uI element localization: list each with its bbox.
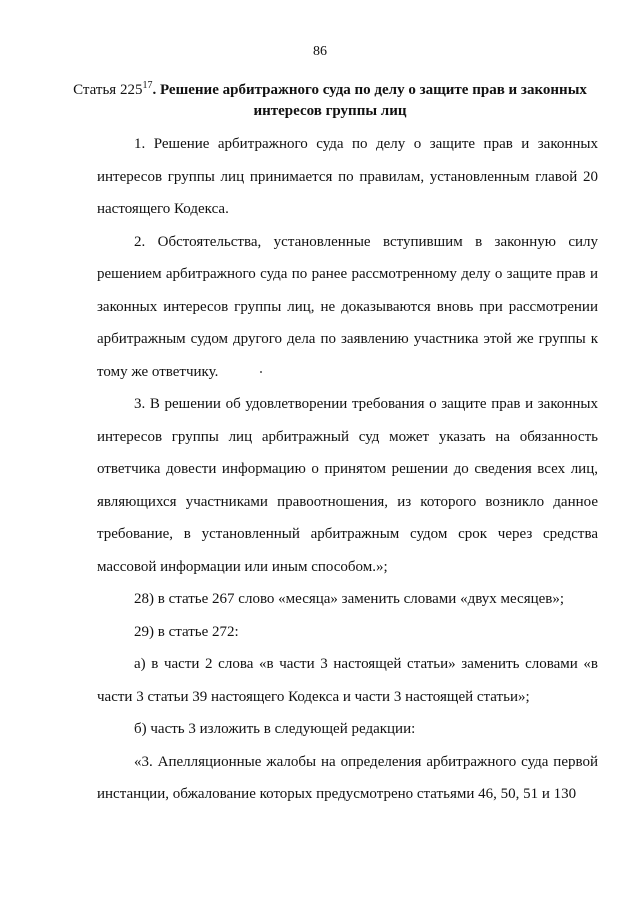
article-title-heading: . Решение арбитражного суда по делу о защите прав и законных интересов группы лиц (152, 82, 587, 119)
paragraph-5: 29) в статье 272: (134, 623, 239, 640)
article-title-prefix: Статья 225 (73, 82, 143, 98)
article-title-superscript: 17 (142, 80, 153, 91)
paragraph-8: «3. Апелляционные жалобы на определения арбитражного суда первой инстанции, обжалование которых предусмотрено статьями 46, 50, 51 и 130 (97, 753, 598, 802)
paragraph-2-text: 2. Обстоятельства, установленные вступившим в законную силу решением арбитражного суда по ранее рассмотренному делу о защите прав и законных интересов группы лиц, не доказываются вновь при рассмотрении арбитражным судом другого дела по заявлению участника этой же группы к тому же ответчику. (97, 233, 598, 380)
paragraph-3: 3. В решении об удовлетворении требования о защите прав и законных интересов группы лиц арбитражный суд может указать на обязанность ответчика довести информацию о принятом решении до сведения всех лиц, являющихся участниками правоотношения, из которого возникло данное требование, в установленный арбитражным судом срок через средства массовой информации или иным способом.»; (97, 396, 598, 575)
page-number: 86 (313, 44, 327, 59)
article-title (70, 80, 590, 122)
scan-speck (260, 371, 262, 373)
paragraph-4: 28) в статье 267 слово «месяца» заменить словами «двух месяцев»; (134, 591, 565, 607)
paragraph-7: б) часть 3 изложить в следующей редакции: (134, 721, 416, 737)
paragraph-2 (97, 226, 598, 389)
paragraph-1: 1. Решение арбитражного суда по делу о защите прав и законных интересов группы лиц принимается по правилам, установленным главой 20 настоящего Кодекса. (97, 136, 598, 217)
paragraph-6: а) в части 2 слова «в части 3 настоящей статьи» заменить словами «в части 3 статьи 39 настоящего Кодекса и части 3 настоящей статьи»; (97, 656, 598, 705)
document-body (97, 128, 598, 811)
